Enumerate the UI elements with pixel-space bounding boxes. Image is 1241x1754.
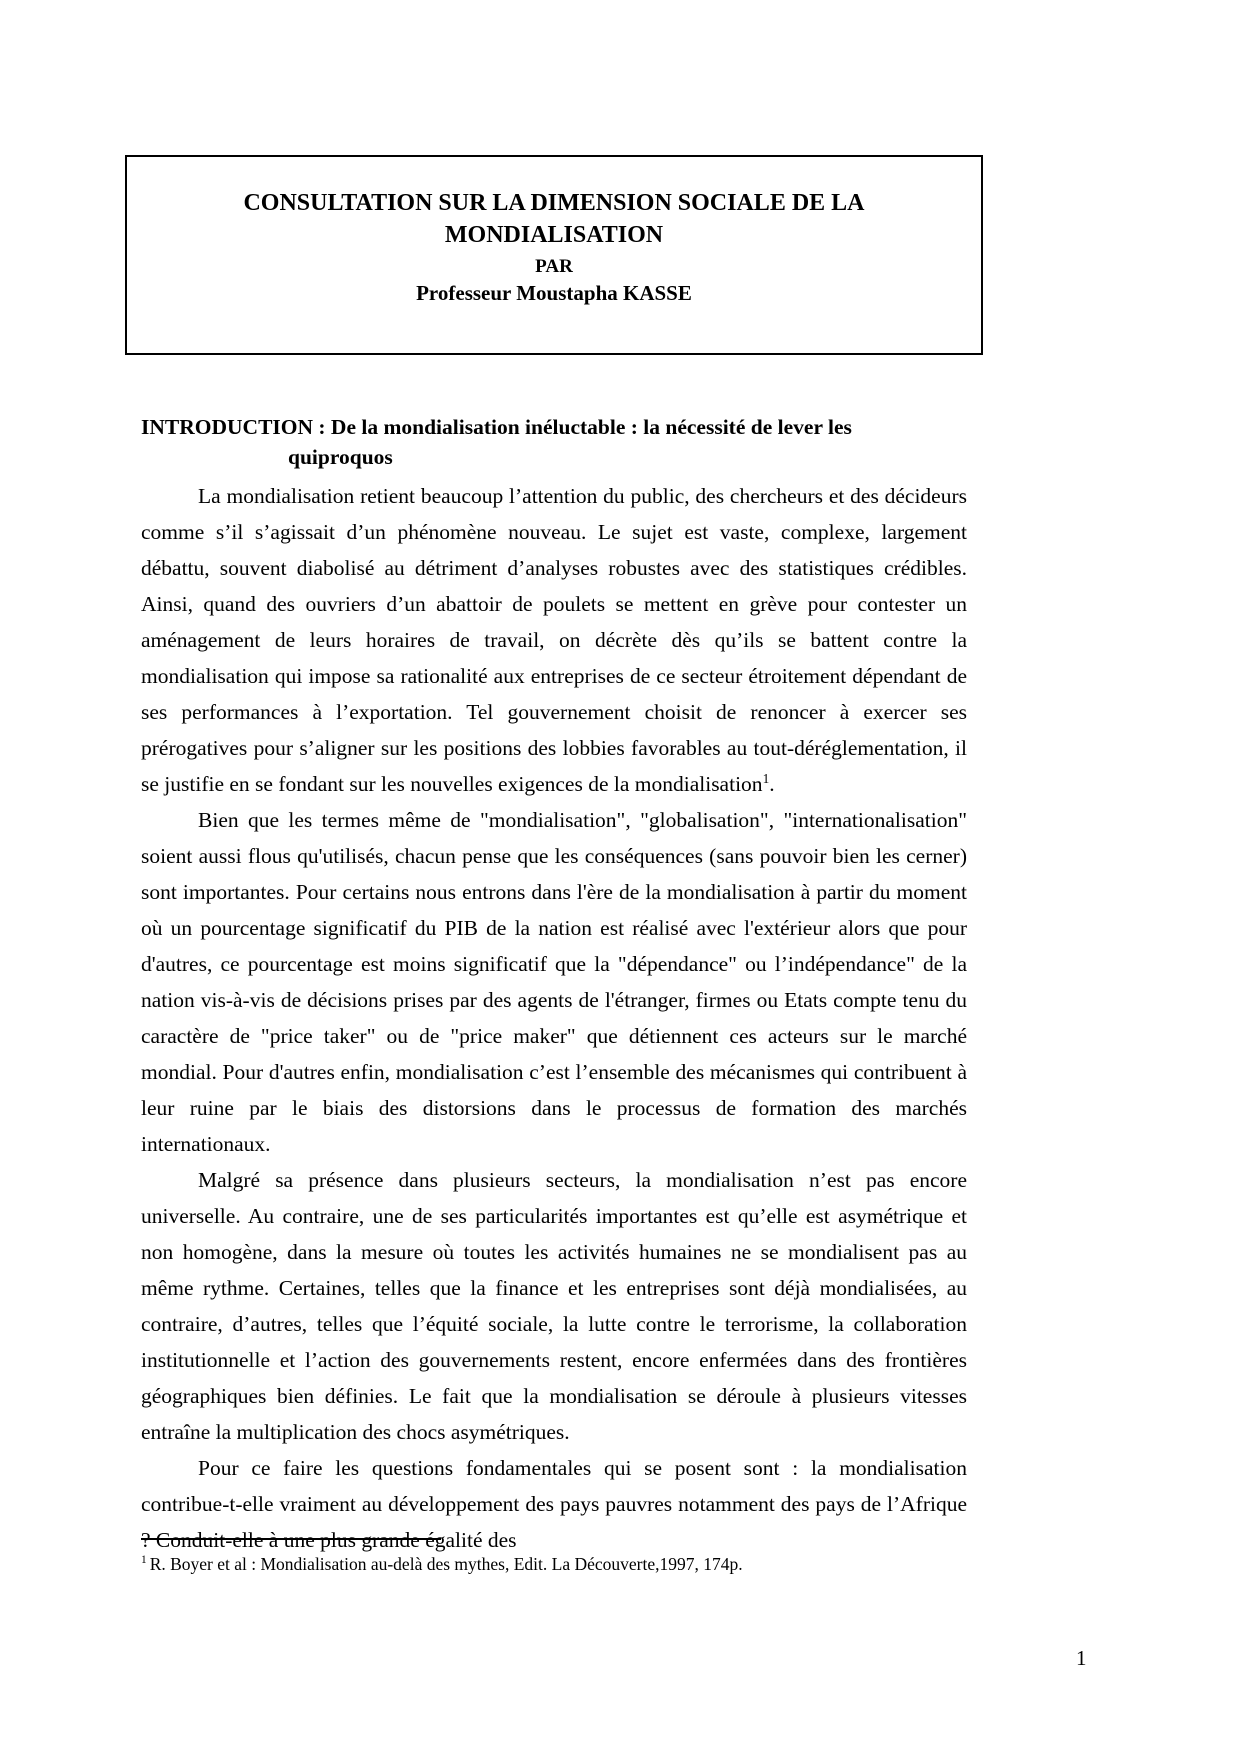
page-number: 1	[1076, 1646, 1087, 1670]
paragraph-1-period: .	[769, 772, 775, 796]
paragraph-4: Pour ce faire les questions fondamentales qui se posent sont : la mondialisation contribue-t-elle vraiment au développement des pays pauvres notamment des pays de l’Afrique ? Conduit-elle à une plus grande égalité des	[141, 1456, 967, 1552]
introduction-heading	[141, 412, 967, 472]
byline: PAR	[535, 256, 573, 277]
footnote-text: R. Boyer et al : Mondialisation au-delà des mythes, Edit. La Découverte,1997, 174p.	[149, 1553, 743, 1574]
paragraph-3: Malgré sa présence dans plusieurs secteurs, la mondialisation n’est pas encore universelle. Au contraire, une de ses particularités importantes est qu’elle est asymétrique et non homogène, dans la mesure où toutes les activités humaines ne se mondialisent pas au même rythme. Certaines, telles que la finance et les entreprises sont déjà mondialisées, au contraire, d’autres, telles que l’équité sociale, la lutte contre le terrorisme, la collaboration institutionnelle et l’action des gouvernements restent, encore enfermées dans des frontières géographiques bien définies. Le fait que la mondialisation se déroule à plusieurs vitesses entraîne la multiplication des chocs asymétriques.	[141, 1168, 967, 1444]
introduction-heading-line2: quiproquos	[288, 445, 393, 469]
paragraph-2: Bien que les termes même de "mondialisation", "globalisation", "internationalisation" soient aussi flous qu'utilisés, chacun pense que les conséquences (sans pouvoir bien les cerner) sont importantes. Pour certains nous entrons dans l'ère de la mondialisation à partir du moment où un pourcentage significatif du PIB de la nation est réalisé avec l'extérieur alors que pour d'autres, ce pourcentage est moins significatif que la "dépendance" ou l’indépendance" de la nation vis-à-vis de décisions prises par des agents de l'étranger, firmes ou Etats compte tenu du caractère de "price taker" ou de "price maker" que détiennent ces acteurs sur le marché mondial. Pour d'autres enfin, mondialisation c’est l’ensemble des mécanismes qui contribuent à leur ruine par le biais des distorsions dans le processus de formation des marchés internationaux.	[141, 808, 967, 1156]
body-content	[141, 412, 967, 1558]
footnote-marker: 1	[141, 1554, 147, 1566]
paragraph-1-text: La mondialisation retient beaucoup l’attention du public, des chercheurs et des décideurs comme s’il s’agissait d’un phénomène nouveau. Le sujet est vaste, complexe, largement débattu, souvent diabolisé au détriment d’analyses robustes avec des statistiques crédibles. Ainsi, quand des ouvriers d’un abattoir de poulets se mettent en grève pour contester un aménagement de leurs horaires de travail, on décrète dès qu’ils se battent contre la mondialisation qui impose sa rationalité aux entreprises de ce secteur étroitement dépendant de ses performances à l’exportation. Tel gouvernement choisit de renoncer à exercer ses prérogatives pour s’aligner sur les positions des lobbies favorables au tout-déréglementation, il se justifie en se fondant sur les nouvelles exigences de la mondialisation	[141, 484, 967, 796]
title-box	[125, 155, 983, 355]
paragraph-1	[141, 478, 967, 802]
introduction-heading-line1: INTRODUCTION : De la mondialisation inéluctable : la nécessité de lever les	[141, 415, 852, 439]
footnote-separator	[141, 1538, 441, 1540]
footnote-area	[141, 1538, 967, 1576]
footnote	[141, 1549, 967, 1576]
footnote-reference: 1	[762, 770, 770, 786]
author-name: Professeur Moustapha KASSE	[416, 281, 692, 305]
document-title: CONSULTATION SUR LA DIMENSION SOCIALE DE LA MONDIALISATION	[243, 190, 865, 248]
